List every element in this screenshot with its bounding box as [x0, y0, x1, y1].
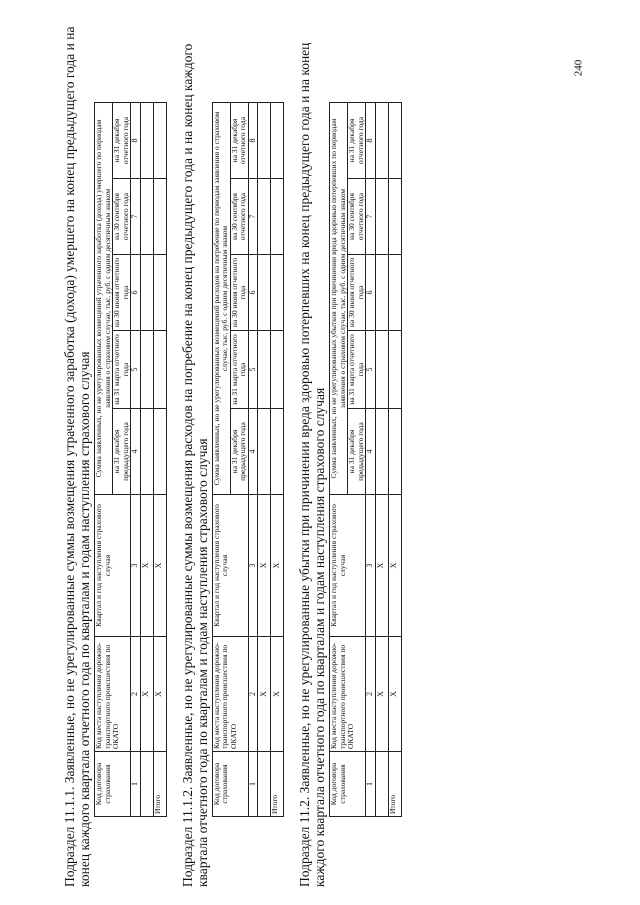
x-mark: X — [271, 637, 284, 752]
total-row — [388, 103, 401, 817]
total-row — [271, 103, 284, 817]
table-row — [258, 103, 271, 817]
column-number: 5 — [248, 331, 258, 409]
header-okato-code: Код места наступления дорожно-транспортного происшествия по ОКАТО — [212, 637, 248, 752]
header-okato-code: Код места наступления дорожно-транспортного происшествия по ОКАТО — [330, 637, 366, 752]
header-period: на 31 декабря предыдущего года — [113, 409, 131, 495]
x-mark: X — [140, 495, 153, 637]
column-number: 3 — [248, 495, 258, 637]
x-mark: X — [375, 637, 388, 752]
total-label: Итого — [153, 752, 166, 817]
page-number: 240 — [572, 59, 585, 77]
section-11-2 — [297, 15, 402, 895]
x-mark: X — [388, 637, 401, 752]
x-mark: X — [258, 495, 271, 637]
column-number: 7 — [131, 179, 141, 255]
column-number: 3 — [366, 495, 376, 637]
column-number: 2 — [131, 637, 141, 752]
column-number: 6 — [248, 255, 258, 331]
section-heading: Подраздел 11.1.2. Заявленные, но не урегулированные суммы возмещения расходов на погребение на конец предыдущего года и на конец каждого квартала отчетного года по кварталам и годам наступления страхового случая — [179, 43, 210, 887]
column-number: 2 — [366, 637, 376, 752]
column-number: 8 — [248, 103, 258, 179]
column-number: 6 — [131, 255, 141, 331]
header-period: на 31 декабря отчетного года — [230, 103, 248, 179]
header-contract-code: Код договора страхования — [330, 752, 366, 817]
section-heading: Подраздел 11.1.1. Заявленные, но не урегулированные суммы возмещения утраченного заработка (дохода) умершего на конец предыдущего года и на конец каждого квартала отчетного года по кварталам и годам наступления страхового случая — [62, 26, 92, 887]
header-amount-group: Сумма заявленных, но не урегулированных убытков при причинении вреда здоровью потерпевших по периодам заявления о страховом случае, тыс. руб. с одним десятичным знаком — [330, 103, 348, 495]
column-number: 1 — [131, 752, 141, 817]
x-mark: X — [271, 495, 284, 637]
header-quarter-year: Квартал и год наступления страхового случая — [212, 495, 248, 637]
header-period: на 31 марта отчетного года — [348, 331, 366, 409]
column-number: 6 — [366, 255, 376, 331]
column-number: 8 — [131, 103, 141, 179]
x-mark: X — [140, 637, 153, 752]
column-number: 3 — [131, 495, 141, 637]
section-heading: Подраздел 11.2. Заявленные, но не урегулированные убытки при причинении вреда здоровью потерпевших на конец предыдущего года и на конец каждого квартала отчетного года по кварталам и годам наступления страхового случая — [297, 42, 327, 887]
header-period: на 30 июня отчетного года — [230, 255, 248, 331]
data-table — [94, 102, 167, 817]
header-amount-group: Сумма заявленных, но не урегулированных возмещений расходов на погребение по периодам заявления о страховом случае, тыс. руб. с одним десятичным знаком — [212, 103, 230, 495]
header-period: на 31 декабря отчетного года — [113, 103, 131, 179]
header-quarter-year: Квартал и год наступления страхового случая — [330, 495, 366, 637]
total-label: Итого — [388, 752, 401, 817]
header-period: на 30 июня отчетного года — [113, 255, 131, 331]
header-period: на 31 марта отчетного года — [113, 331, 131, 409]
column-number: 4 — [366, 409, 376, 495]
total-label: Итого — [271, 752, 284, 817]
header-period: на 30 сентября отчетного года — [348, 179, 366, 255]
column-number: 8 — [366, 103, 376, 179]
rotated-page-content — [10, 15, 402, 895]
column-number-row — [248, 103, 258, 817]
x-mark: X — [388, 495, 401, 637]
column-number: 4 — [131, 409, 141, 495]
header-amount-group: Сумма заявленных, но не урегулированных возмещений утраченного заработка (дохода) умершего по периодам заявления о страховом случае, тыс. руб. с одним десятичным знаком — [95, 103, 113, 495]
column-number: 4 — [248, 409, 258, 495]
column-number-row — [131, 103, 141, 817]
column-number: 1 — [248, 752, 258, 817]
data-table — [212, 102, 285, 817]
column-number: 7 — [248, 179, 258, 255]
column-number: 7 — [366, 179, 376, 255]
header-period: на 31 марта отчетного года — [230, 331, 248, 409]
header-contract-code: Код договора страхования — [212, 752, 248, 817]
header-period: на 31 декабря отчетного года — [348, 103, 366, 179]
column-number: 5 — [131, 331, 141, 409]
data-table — [329, 102, 402, 817]
section-11-1-1 — [62, 15, 167, 895]
table-row — [375, 103, 388, 817]
header-contract-code: Код договора страхования — [95, 752, 131, 817]
header-period: на 31 декабря предыдущего года — [230, 409, 248, 495]
x-mark: X — [153, 495, 166, 637]
header-okato-code: Код места наступления дорожно-транспортного происшествия по ОКАТО — [95, 637, 131, 752]
table-row — [140, 103, 153, 817]
header-period: на 30 сентября отчетного года — [113, 179, 131, 255]
x-mark: X — [153, 637, 166, 752]
header-period: на 31 декабря предыдущего года — [348, 409, 366, 495]
total-row — [153, 103, 166, 817]
x-mark: X — [375, 495, 388, 637]
header-quarter-year: Квартал и год наступления страхового случая — [95, 495, 131, 637]
header-period: на 30 июня отчетного года — [348, 255, 366, 331]
x-mark: X — [258, 637, 271, 752]
section-11-1-2 — [180, 15, 285, 895]
column-number: 1 — [366, 752, 376, 817]
column-number: 2 — [248, 637, 258, 752]
column-number: 5 — [366, 331, 376, 409]
header-period: на 30 сентября отчетного года — [230, 179, 248, 255]
column-number-row — [366, 103, 376, 817]
